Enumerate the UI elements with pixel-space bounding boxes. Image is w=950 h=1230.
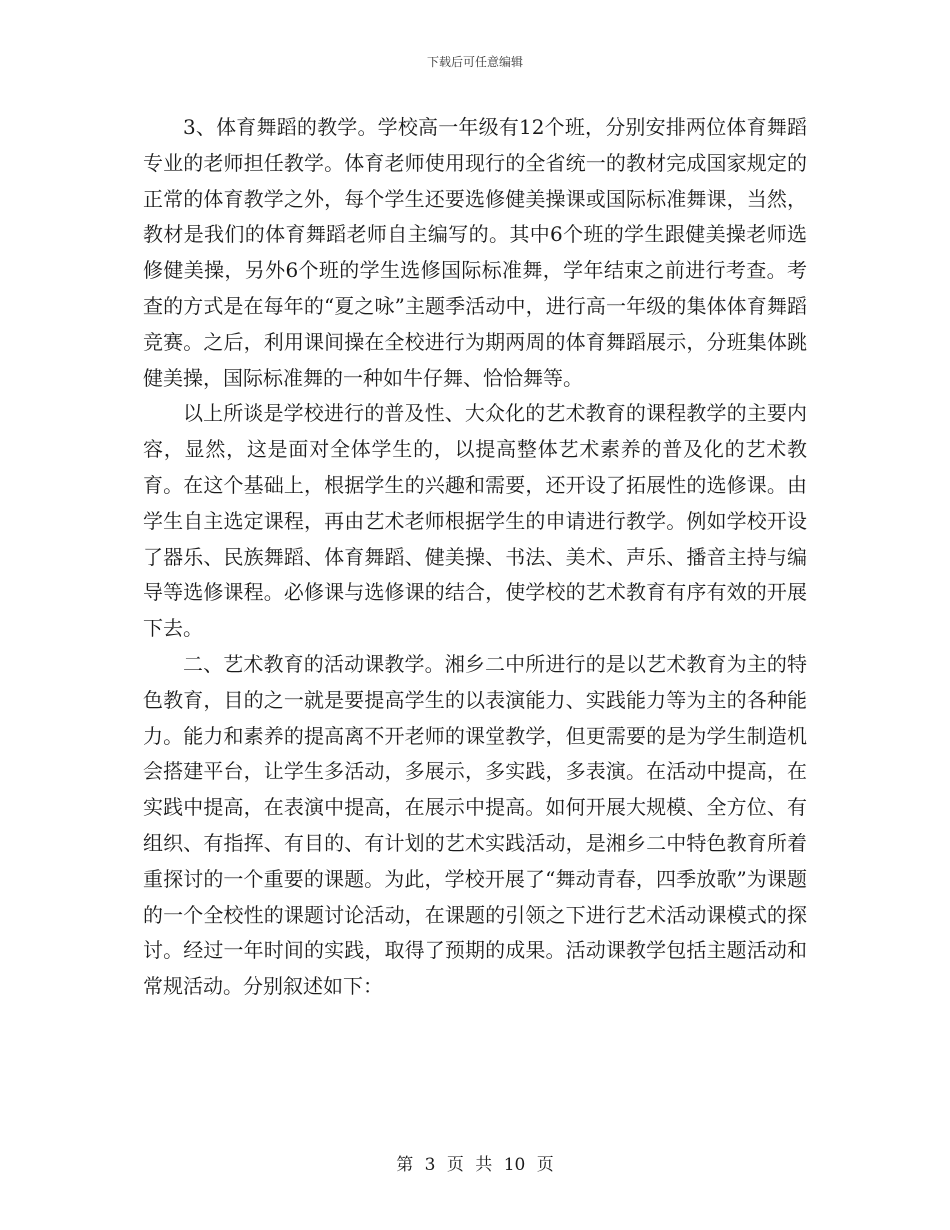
paragraph-course-summary: 以上所谈是学校进行的普及性、大众化的艺术教育的课程教学的主要内容，显然，这是面对全体学生的，以提高整体艺术素养的普及化的艺术教育。在这个基础上，根据学生的兴趣和需要，还开设了拓展性的选修课。由学生自主选定课程，再由艺术老师根据学生的申请进行教学。例如学校开设了器乐、民族舞蹈、体育舞蹈、健美操、书法、美术、声乐、播音主持与编导等选修课程。必修课与选修课的结合，使学校的艺术教育有序有效的开展下去。 [143,401,807,641]
page-header-note: 下载后可任意编辑 [426,55,523,69]
page-number-footer: 第 3 页 共 10 页 [396,1155,554,1175]
paragraph-activity-teaching: 二、艺术教育的活动课教学。湘乡二中所进行的是以艺术教育为主的特色教育，目的之一就是要提高学生的以表演能力、实践能力等为主的各种能力。能力和素养的提高离不开老师的课堂教学，但更需要的是为学生制造机会搭建平台，让学生多活动，多展示，多实践，多表演。在活动中提高，在实践中提高，在表演中提高，在展示中提高。如何开展大规模、全方位、有组织、有指挥、有目的、有计划的艺术实践活动，是湘乡二中特色教育所着重探讨的一个重要的课题。为此，学校开展了“舞动青春，四季放歌”为课题的一个全校性的课题讨论活动，在课题的引领之下进行艺术活动课模式的探讨。经过一年时间的实践，取得了预期的成果。活动课教学包括主题活动和常规活动。分别叙述如下： [143,651,807,999]
document-body [143,110,807,1005]
paragraph-sports-dance-teaching: 3、体育舞蹈的教学。学校高一年级有12个班，分别安排两位体育舞蹈专业的老师担任教学。体育老师使用现行的全省统一的教材完成国家规定的正常的体育教学之外，每个学生还要选修健美操课或国际标准舞课，当然，教材是我们的体育舞蹈老师自主编写的。其中6个班的学生跟健美操老师选修健美操，另外6个班的学生选修国际标准舞，学年结束之前进行考查。考查的方式是在每年的“夏之咏”主题季活动中，进行高一年级的集体体育舞蹈竞赛。之后，利用课间操在全校进行为期两周的体育舞蹈展示，分班集体跳健美操，国际标准舞的一种如牛仔舞、恰恰舞等。 [143,115,807,390]
